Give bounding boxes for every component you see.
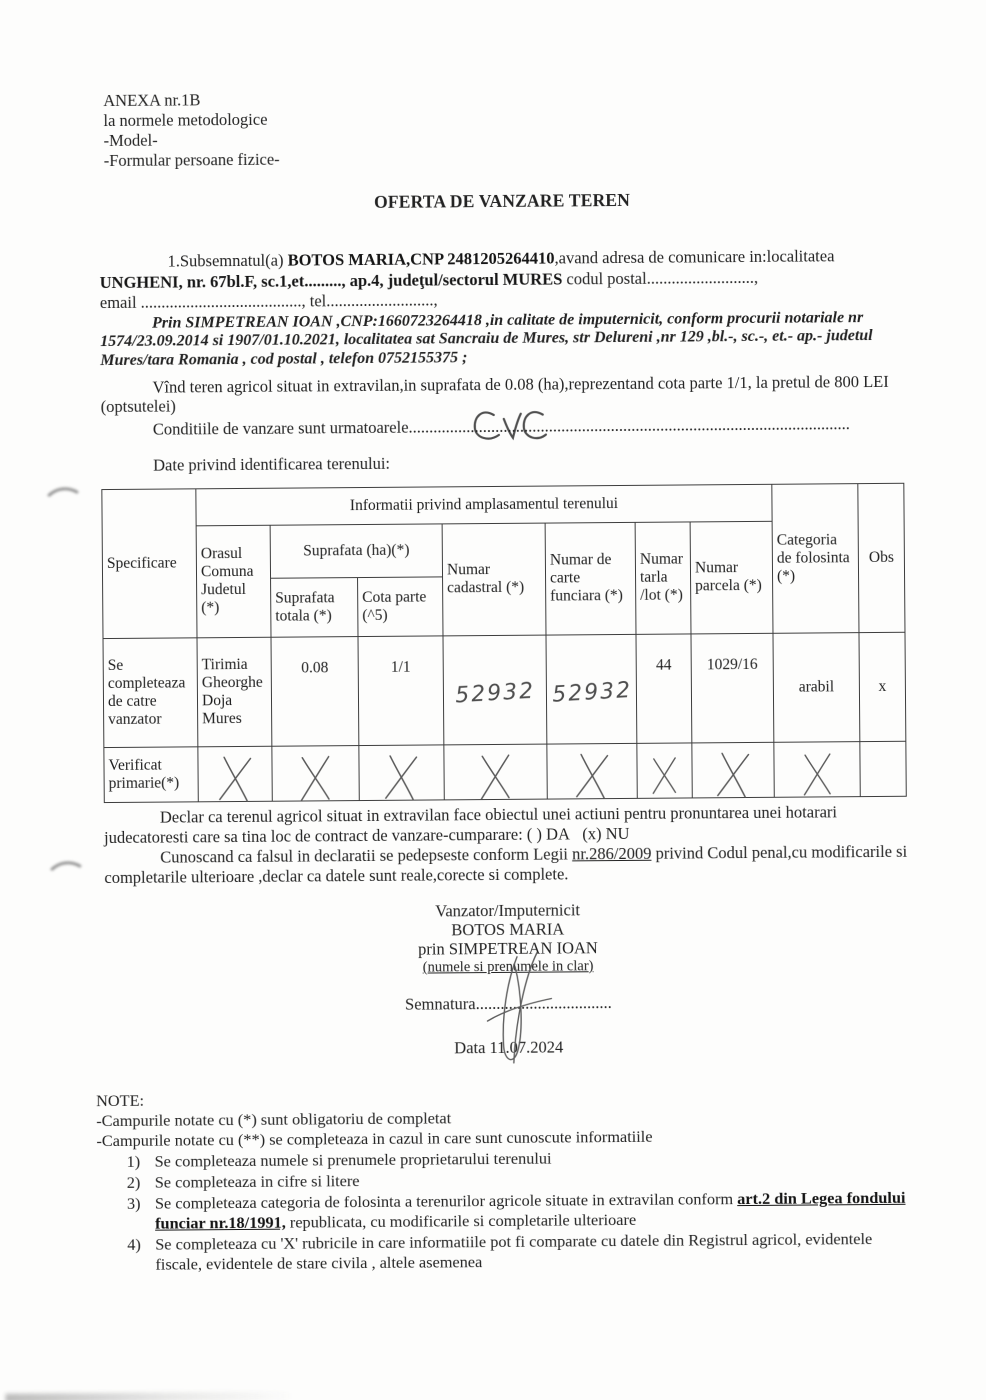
x-mark-icon: [574, 751, 610, 801]
notes-title: NOTE:: [96, 1090, 145, 1111]
cell-numar-carte: [546, 634, 637, 744]
page-title: OFERTA DE VANZARE TEREN: [373, 189, 631, 212]
cell-suprafata-totala: 0.08: [271, 636, 359, 746]
verificat-cell: [637, 743, 692, 798]
verificat-cell: [774, 742, 860, 798]
anexa-line: -Model-: [103, 130, 158, 151]
cell-numar-tarla: 44: [636, 634, 692, 743]
seller-name-cnp: BOTOS MARIA,CNP 2481205264410: [287, 248, 555, 270]
penal-text: privind Codul penal,cu modificarile si completarile ulterioare ,declar ca datele sunt reale,corecte si complete.: [104, 841, 908, 887]
verificat-cell: [198, 746, 272, 802]
notes-bullet: -Campurile notate cu (*) sunt obligatoriu de completat: [96, 1108, 452, 1131]
x-mark-icon: [479, 753, 511, 801]
scan-artifact-arc-icon: [43, 859, 91, 902]
header-categoria: Categoria de folosinta (*): [772, 484, 859, 634]
signature-proxy: prin SIMPETREAN IOAN: [418, 938, 598, 959]
seller-address: UNGHENI, nr. 67bl.F, sc.1,et........., ap.4, judeţul/sectorul MURES: [99, 268, 563, 292]
header-obs: Obs: [858, 483, 905, 632]
signature-role: Vanzator/Imputernicit: [435, 900, 581, 921]
header-cota-parte: Cota parte (^5): [358, 577, 443, 637]
note-text-part: republicata, cu modificarile si completarile ulterioare: [285, 1209, 637, 1232]
anexa-header: [103, 85, 905, 171]
signature-date: Data 11.07.2024: [454, 1037, 564, 1058]
note-item: [97, 1229, 913, 1275]
cell-numar-cadastral: [443, 635, 547, 745]
header-numar-parcela: Numar parcela (*): [690, 521, 773, 634]
sale-paragraph: Vînd teren agricol situat in extravilan,in suprafata de 0.08 (ha),reprezentand cota parte 1/1, la pretul de 800 LEI (optsutelei): [100, 371, 889, 416]
scan-artifact-smudge: [5, 1392, 295, 1400]
intro-paragraph: [99, 246, 905, 293]
handwritten-signature-icon: [473, 950, 564, 1075]
law-reference-bold: art.2 din Legea fondului funciar nr.18/1991,: [155, 1187, 906, 1233]
signature-name: BOTOS MARIA: [451, 919, 565, 940]
verificat-cell: [272, 745, 359, 801]
note-text: Se completeaza in cifre si litere: [154, 1170, 360, 1192]
note-text: Se completeaza cu 'X' rubricile in care informatiile pot fi comparate cu datele din Registrul agricol, evidentele fiscale, evidentele de stare civila , altele asemenea: [155, 1228, 873, 1274]
note-item: [97, 1188, 913, 1234]
verificat-cell: [359, 745, 444, 801]
handwritten-cadastral-number: 52932: [454, 678, 536, 709]
conditions-dotted-line: ...........................................................................................................: [408, 414, 850, 437]
verificat-cell-empty: [860, 741, 906, 796]
cell-obs: x: [859, 632, 906, 741]
intro-text: 1.Subsemnatul(a): [167, 250, 288, 271]
header-suprafata-span: Suprafata (ha)(*): [270, 524, 442, 578]
declaration-paragraph: Declar ca terenul agricol situat in extravilan face obiectul unei actiuni pentru pronuntarea unei hotarari judecatoresti care sa tina loc de contract de vanzare-cumparare: ( ) DA (x) NU: [103, 802, 838, 847]
land-identification-table: [101, 483, 906, 803]
penal-text: Cunoscand ca falsul in declaratii se pedepseste conform Legii: [160, 844, 573, 867]
note-text: Se completeaza numele si prenumele proprietarului terenului: [154, 1148, 552, 1171]
header-suprafata-totala: Suprafata totala (*): [271, 577, 358, 637]
conditions-label: Conditiile de vanzare sunt urmatoarele: [152, 417, 409, 439]
row-verificat-label: Verificat primarie(*): [104, 747, 198, 803]
note-number: 3): [126, 1193, 141, 1213]
verificat-cell: [444, 744, 547, 800]
penal-paragraph: [104, 842, 910, 888]
signature-block: [105, 898, 912, 1060]
header-numar-tarla: Numar tarla /lot (*): [635, 522, 691, 634]
note-number: 1): [126, 1151, 141, 1171]
header-info-span: Informatii privind amplasamentul terenului: [196, 484, 772, 526]
x-mark-icon: [299, 754, 331, 802]
conditions-line: [101, 413, 907, 441]
notes-bullet: -Campurile notate cu (**) se completeaza in cazul in care sunt cunoscute informatiile: [96, 1126, 653, 1151]
row-seller-label: Se completeaza de catre vanzator: [103, 638, 198, 748]
header-orasul: Orasul Comuna Judetul (*): [196, 525, 271, 638]
cell-cota-parte: 1/1: [358, 636, 444, 746]
cell-orasul: Tirimia Gheorghe Doja Mures: [197, 637, 272, 747]
signature-hint: (numele si prenumele in clar): [422, 958, 594, 976]
note-text: [155, 1188, 913, 1234]
handwritten-carte-number: 52932: [551, 677, 633, 708]
verificat-cell: [547, 743, 637, 799]
x-mark-icon: [715, 750, 751, 800]
x-mark-icon: [651, 754, 677, 796]
header-numar-cadastral: Numar cadastral (*): [442, 523, 546, 636]
table-section-label: Date privind identificarea terenului:: [153, 453, 391, 475]
x-mark-icon: [802, 751, 832, 797]
note-text-part: Se completeaza categoria de folosinta a terenurilor agricole situate in extravilan conform: [154, 1188, 738, 1213]
cell-numar-parcela: 1029/16: [691, 633, 774, 743]
document-body: [98, 85, 913, 1275]
law-reference: nr.286/2009: [572, 843, 652, 864]
x-mark-icon: [384, 752, 420, 802]
cell-categoria: arabil: [773, 633, 860, 743]
anexa-line: ANEXA nr.1B: [103, 90, 201, 111]
email-tel-line: email ......................................., tel..........................,: [99, 290, 438, 313]
signature-dotted-line: Semnatura.................................: [404, 992, 612, 1014]
header-numar-carte: Numar de carte funciara (*): [545, 522, 636, 635]
note-number: 2): [126, 1172, 141, 1192]
proxy-paragraph: Prin SIMPETREAN IOAN ,CNP:1660723264418 ,in calitate de imputernicit, conform procurii notariale nr 1574/23.09.2014 si 1907/01.10.2021, localitatea sat Sancraiu de Mures, str Delureni ,nr 129 ,bl.-, sc.-, et.- ap.- judetul Mures/tara Romania , cod postal , telefon 0752155375 ;: [100, 308, 873, 370]
verificat-cell: [692, 742, 774, 798]
note-number: 4): [127, 1234, 141, 1254]
header-specificare: Specificare: [102, 489, 197, 639]
intro-text: ,avand adresa de comunicare in:localitatea: [554, 246, 835, 268]
scan-artifact-arc-icon: [40, 485, 88, 528]
x-mark-icon: [217, 754, 253, 804]
anexa-line: -Formular persoane fizice-: [103, 149, 280, 171]
anexa-line: la normele metodologice: [103, 109, 268, 131]
notes-section: [96, 1085, 913, 1275]
intro-text: codul postal..........................,: [562, 267, 759, 288]
